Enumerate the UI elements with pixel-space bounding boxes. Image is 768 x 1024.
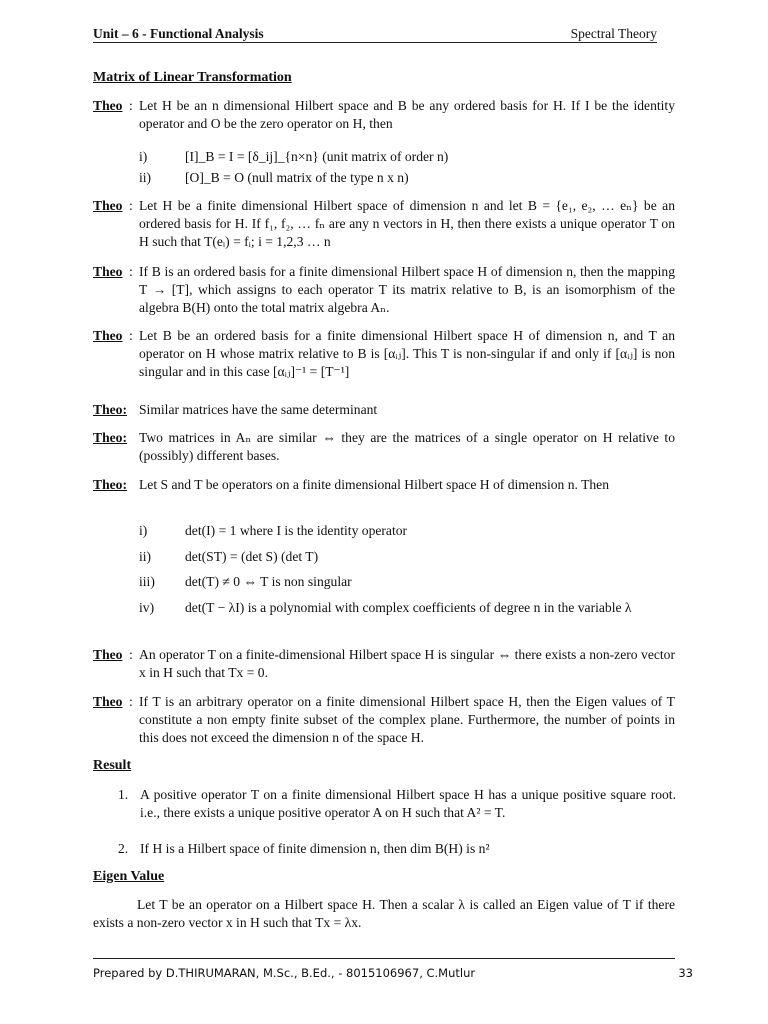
theorem-text: Let H be an n dimensional Hilbert space and B be any ordered basis for H. If I be the identity operator and O be the zero operator on H, then <box>139 98 675 131</box>
item-text: [I]_B = I = [δ_ij]_{n×n} (unit matrix of order n) <box>185 149 449 164</box>
section-heading-eigen-value: Eigen Value <box>93 869 165 884</box>
theorem-2: Theo : Let H be a finite dimensional Hilbert space of dimension n and let B = {e₁, e₂, … eₙ} be an ordered basis for H. If f₁, f₂, … fₙ are any n vectors in H, then there exists a unique operator T on H such that T(eᵢ) = fᵢ; i = 1,2,3 … n <box>93 198 675 249</box>
item-text: det(T − λI) is a polynomial with complex coefficients of degree n in the variable λ <box>185 600 632 615</box>
section-heading-matrix: Matrix of Linear Transformation <box>93 70 292 85</box>
theorem-text: Let H be a finite dimensional Hilbert space of dimension n and let B = {e₁, e₂, … eₙ} be an ordered basis for H. If f₁, f₂, … fₙ are any n vectors in H, then there exists a unique operator T on H such that T(eᵢ) = fᵢ; i = 1,2,3 … n <box>139 198 675 249</box>
page-footer <box>93 958 693 980</box>
page-number: 33 <box>678 966 693 980</box>
theorem-text: An operator T on a finite-dimensional Hilbert space H is singular ⇔ there exists a non-zero vector x in H such that Tx = 0. <box>139 647 675 680</box>
result-item: 1. A positive operator T on a finite dimensional Hilbert space H has a unique positive square root. i.e., there exists a unique positive operator A on H such that A² = T. <box>118 787 676 820</box>
theo-label: Theo <box>93 647 123 662</box>
page-header <box>93 26 657 43</box>
theorem-text: Let S and T be operators on a finite dimensional Hilbert space H of dimension n. Then <box>139 477 610 492</box>
theo-label: Theo: <box>93 430 127 445</box>
header-unit-title: Unit – 6 - Functional Analysis <box>93 26 264 41</box>
item-text: [O]_B = O (null matrix of the type n x n) <box>185 170 409 185</box>
footer-author: Prepared by D.THIRUMARAN, M.Sc., B.Ed., - 8015106967, C.Mutlur <box>93 966 476 980</box>
result-text: A positive operator T on a finite dimensional Hilbert space H has a unique positive square root. i.e., there exists a unique positive operator A on H such that A² = T. <box>140 787 676 820</box>
theorem-8: Theo : An operator T on a finite-dimensional Hilbert space H is singular ⇔ there exists a non-zero vector x in H such that Tx = 0. <box>93 647 675 680</box>
section-heading-result: Result <box>93 758 132 773</box>
result-text: If H is a Hilbert space of finite dimension n, then dim B(H) is n² <box>140 841 490 856</box>
header-topic: Spectral Theory <box>570 26 657 41</box>
theo-label: Theo <box>93 264 123 279</box>
theorem-text: If T is an arbitrary operator on a finite dimensional Hilbert space H, then the Eigen values of T constitute a non empty finite subset of the complex plane. Furthermore, the number of points in this does not exceed the dimension n of the space H. <box>139 694 675 745</box>
eigen-value-definition: Let T be an operator on a Hilbert space H. Then a scalar λ is called an Eigen value of T if there exists a non-zero vector x in H such that Tx = λx. <box>93 897 675 930</box>
theorem-text: Similar matrices have the same determinant <box>139 402 378 417</box>
theorem-text: If B is an ordered basis for a finite dimensional Hilbert space H of dimension n, then the mapping T → [T], which assigns to each operator T its matrix relative to B, is an isomorphism of the algebra B(H) onto the total matrix algebra Aₙ. <box>139 264 675 315</box>
theo-label: Theo <box>93 328 123 343</box>
item-text: det(I) = 1 where I is the identity operator <box>185 523 408 538</box>
theorem-4: Theo : Let B be an ordered basis for a finite dimensional Hilbert space H of dimension n, and T an operator on H whose matrix relative to B is [αᵢⱼ]. This T is non-singular if and only if [αᵢⱼ] is non singular and in this case [αᵢⱼ]⁻¹ = [T⁻¹] <box>93 328 675 379</box>
theo-label: Theo: <box>93 477 127 492</box>
theo-label: Theo <box>93 198 123 213</box>
item-text: det(ST) = (det S) (det T) <box>185 549 319 564</box>
item-text: det(T) ≠ 0 ⇔ T is non singular <box>185 574 352 589</box>
theorem-text: Let B be an ordered basis for a finite dimensional Hilbert space H of dimension n, and T an operator on H whose matrix relative to B is [αᵢⱼ]. This T is non-singular if and only if [αᵢⱼ] is non singular and in this case [αᵢⱼ]⁻¹ = [T⁻¹] <box>139 328 675 379</box>
theorem-1: Theo : Let H be an n dimensional Hilbert space and B be any ordered basis for H. If I be the identity operator and O be the zero operator on H, then <box>93 98 675 131</box>
theorem-5 <box>93 401 675 419</box>
theorem-6 <box>93 429 675 465</box>
theorem-7 <box>93 476 675 494</box>
theo-label: Theo: <box>93 402 127 417</box>
theo-label: Theo <box>93 694 123 709</box>
result-item: 2. If H is a Hilbert space of finite dimension n, then dim B(H) is n² <box>118 840 676 858</box>
theo-label: Theo <box>93 98 123 113</box>
theorem-3: Theo : If B is an ordered basis for a finite dimensional Hilbert space H of dimension n, then the mapping T → [T], which assigns to each operator T its matrix relative to B, is an isomorphism of the algebra B(H) onto the total matrix algebra Aₙ. <box>93 264 675 315</box>
theorem-text: Two matrices in Aₙ are similar ⇔ they are the matrices of a single operator on H relative to (possibly) different bases. <box>139 430 675 463</box>
theorem-9: Theo : If T is an arbitrary operator on a finite dimensional Hilbert space H, then the Eigen values of T constitute a non empty finite subset of the complex plane. Furthermore, the number of points in this does not exceed the dimension n of the space H. <box>93 694 675 745</box>
